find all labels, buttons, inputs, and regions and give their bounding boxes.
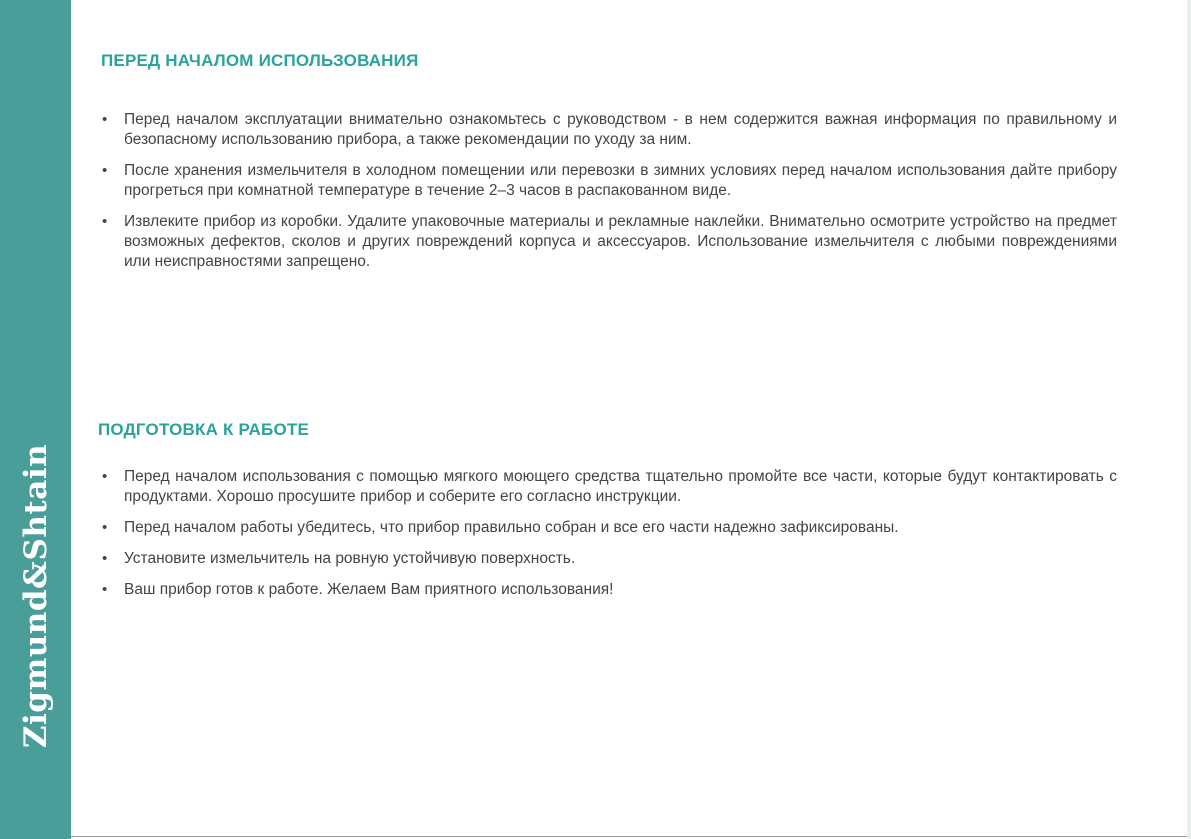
list-item	[100, 467, 1117, 507]
bullet-icon: •	[102, 162, 108, 179]
bullet-icon: •	[102, 550, 108, 567]
section-title-preparation: ПОДГОТОВКА К РАБОТЕ	[98, 420, 309, 439]
section-title-before-use: ПЕРЕД НАЧАЛОМ ИСПОЛЬЗОВАНИЯ	[101, 51, 419, 70]
list-item-text: Ваш прибор готов к работе. Желаем Вам приятного использования!	[124, 581, 614, 598]
list-item	[100, 212, 1117, 272]
brand-logo: Zigmund&Shtain	[18, 443, 54, 749]
bullet-icon: •	[102, 519, 108, 536]
list-item-text: Перед началом использования с помощью мягкого моющего средства тщательно промойте все части, которые будут контактировать с продуктами. Хорошо просушите прибор и соберите его согласно инструкции.	[124, 468, 1117, 505]
brand-sidebar	[0, 0, 71, 839]
list-item	[100, 518, 1117, 538]
list-item-text: После хранения измельчителя в холодном помещении или перевозки в зимних условиях перед началом использования дайте прибору прогреться при комнатной температуре в течение 2–3 часов в распакованном виде.	[124, 162, 1117, 199]
list-item	[100, 161, 1117, 201]
bullet-icon: •	[102, 581, 108, 598]
bullet-icon: •	[102, 468, 108, 485]
preparation-list	[100, 467, 1117, 611]
bullet-icon: •	[102, 213, 108, 230]
list-item-text: Перед началом эксплуатации внимательно ознакомьтесь с руководством - в нем содержится важная информация по правильному и безопасному использованию прибора, а также рекомендации по уходу за ним.	[124, 111, 1117, 148]
page-edge	[1187, 0, 1191, 839]
bullet-icon: •	[102, 111, 108, 128]
bottom-divider	[71, 836, 1187, 837]
list-item-text: Перед началом работы убедитесь, что прибор правильно собран и все его части надежно зафиксированы.	[124, 519, 899, 536]
list-item	[100, 110, 1117, 150]
list-item	[100, 549, 1117, 569]
before-use-list	[100, 110, 1117, 283]
list-item-text: Извлеките прибор из коробки. Удалите упаковочные материалы и рекламные наклейки. Внимательно осмотрите устройство на предмет возможных дефектов, сколов и других повреждений корпуса и аксессуаров. Использование измельчителя с любыми повреждениями или неисправностями запрещено.	[124, 213, 1117, 270]
list-item	[100, 580, 1117, 600]
list-item-text: Установите измельчитель на ровную устойчивую поверхность.	[124, 550, 576, 567]
